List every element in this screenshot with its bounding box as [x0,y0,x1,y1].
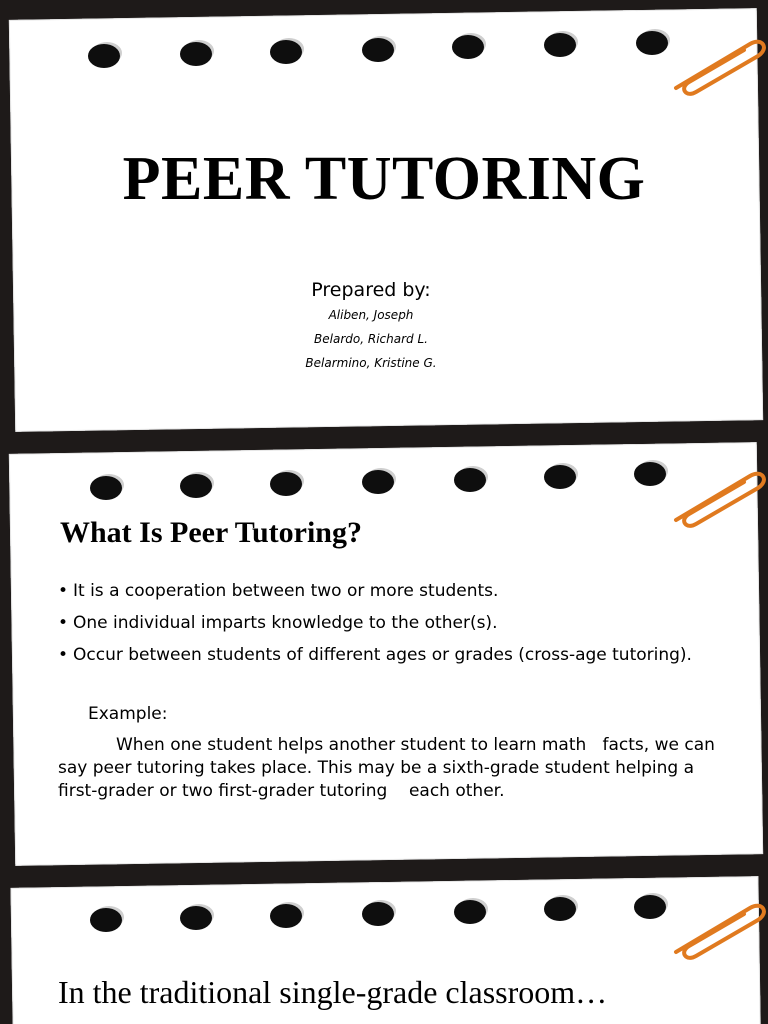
binder-hole-icon [362,902,394,926]
binder-hole-icon [362,470,394,494]
presentation-title: PEER TUTORING [122,145,646,213]
binder-hole-icon [180,906,212,930]
example-text: When one student helps another student to learn math facts, we can say peer tutoring takes place. This may be a sixth-grade student helping a first-grader or two first-grader tutoring each other. [58,735,721,801]
prepared-by-label: Prepared by: [311,279,431,301]
binder-hole-icon [362,38,394,62]
paperclip-icon [662,886,768,966]
binder-hole-icon [454,900,486,924]
binder-hole-icon [270,904,302,928]
list-item: • One individual imparts knowledge to the other(s). [58,612,698,634]
author-name: Belardo, Richard L. [314,332,428,346]
paperclip-icon [662,22,768,102]
binder-hole-icon [452,35,484,59]
binder-hole-icon [90,908,122,932]
binder-hole-icon [180,42,212,66]
slide-3 [0,868,768,1024]
list-item: • Occur between students of different ages or grades (cross-age tutoring). [58,644,698,666]
paperclip-icon [662,454,768,534]
binder-hole-icon [270,40,302,64]
bullet-list [58,580,698,676]
slide-2 [0,434,768,866]
example-label: Example: [88,704,168,724]
binder-hole-icon [270,472,302,496]
binder-hole-icon [88,44,120,68]
author-name: Aliben, Joseph [328,308,414,322]
list-item: • It is a cooperation between two or more students. [58,580,698,602]
slide-heading: What Is Peer Tutoring? [60,516,362,549]
binder-hole-icon [544,33,576,57]
binder-hole-icon [90,476,122,500]
slide-1 [0,0,768,432]
binder-hole-icon [544,465,576,489]
binder-hole-icon [544,897,576,921]
slide-heading: In the traditional single-grade classroom… [58,974,608,1010]
binder-hole-icon [180,474,212,498]
author-name: Belarmino, Kristine G. [305,356,437,370]
binder-hole-icon [454,468,486,492]
